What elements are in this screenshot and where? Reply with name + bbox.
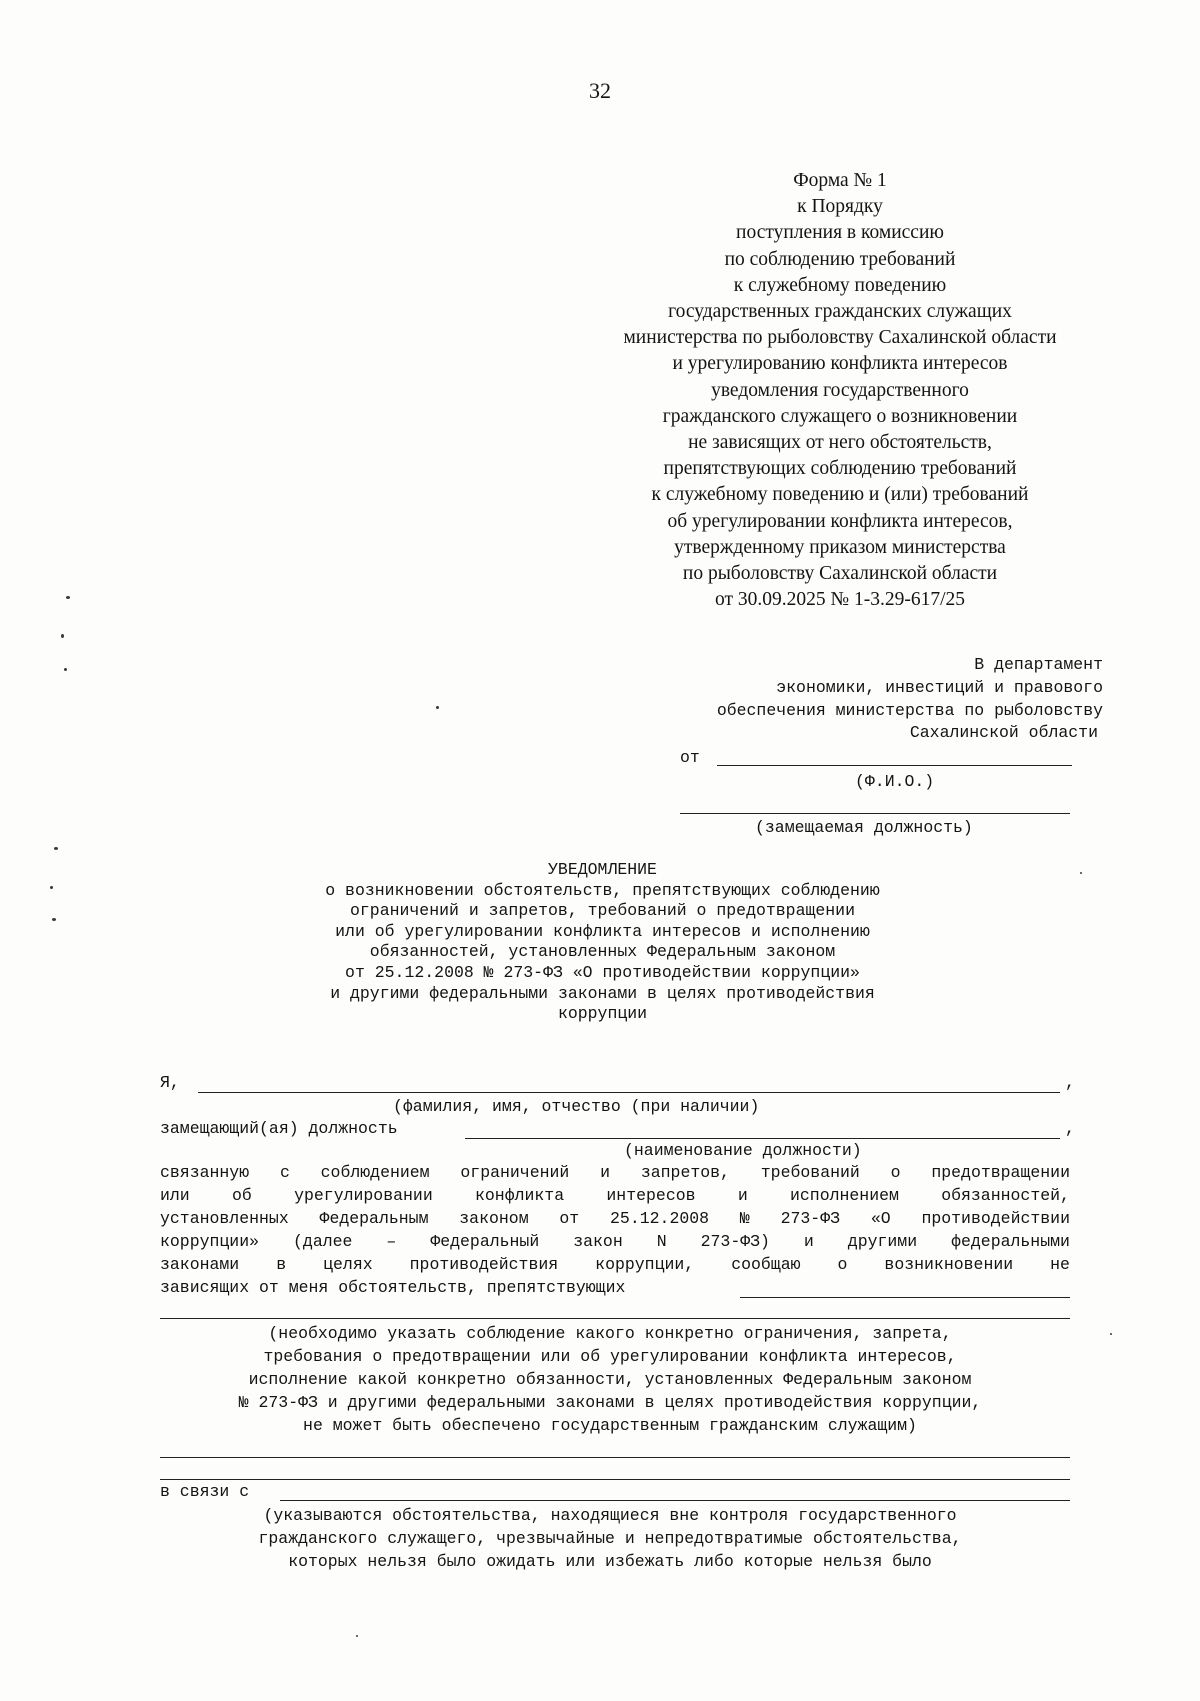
page-number: 32 [589, 78, 611, 103]
word: Федеральным [319, 1209, 429, 1228]
scan-speck [52, 918, 56, 921]
notice-subtitle-line: коррупции [557, 1004, 648, 1024]
in-connection-label: в связи с [160, 1482, 250, 1501]
form-header-line: препятствующих соблюдению требований [663, 458, 1017, 480]
word: с [279, 1163, 290, 1182]
obligation-field-line[interactable] [740, 1297, 1070, 1298]
word: 273-ФЗ) [700, 1232, 770, 1251]
scan-speck [61, 634, 64, 638]
word: запретов, [640, 1163, 730, 1182]
form-header-line: утвержденному приказом министерства [674, 536, 1006, 558]
word: интересов [606, 1186, 696, 1205]
form-header-line: по рыболовству Сахалинской области [682, 563, 998, 585]
word: противодействии [921, 1209, 1070, 1228]
position-name-caption: (наименование должности) [624, 1141, 862, 1160]
word: о [837, 1255, 848, 1274]
form-header-line: к Порядку [797, 196, 883, 218]
circumstances-caption-line: которых нельзя было ожидать или избежать либо которые нельзя было [288, 1552, 932, 1571]
word: № [739, 1209, 750, 1228]
name-field-line[interactable] [198, 1092, 1060, 1093]
word: соблюдением [320, 1163, 430, 1182]
form-header-line: к служебному поведению [733, 274, 947, 296]
form-header-line: поступления в комиссию [736, 222, 944, 244]
i-label: Я, [160, 1073, 180, 1092]
form-header-line: гражданского служащего о возникновении [662, 405, 1018, 427]
word: об [232, 1186, 252, 1205]
word: целях [323, 1255, 373, 1274]
word: 273-ФЗ [780, 1209, 841, 1228]
word: и [737, 1186, 748, 1205]
form-header-line: и урегулированию конфликта интересов [672, 353, 1008, 375]
form-header-line: Форма № 1 [793, 170, 887, 191]
word: урегулировании [294, 1186, 433, 1205]
word: и [600, 1163, 611, 1182]
scan-speck [356, 1635, 358, 1637]
word: Федеральный [430, 1232, 540, 1251]
notice-subtitle-line: от 25.12.2008 № 273-ФЗ «О противодействии коррупции» [345, 962, 860, 982]
word: коррупции» [160, 1232, 260, 1251]
word: N [656, 1232, 667, 1251]
obligation-caption-line: № 273-ФЗ и другими федеральными законами в целях противодействия коррупции, [238, 1393, 982, 1412]
scan-speck [1080, 872, 1082, 874]
word: 25.12.2008 [610, 1209, 710, 1228]
scan-speck [50, 886, 53, 889]
form-header-line: к служебному поведению и (или) требований [651, 484, 1029, 506]
paragraph-line [160, 1255, 1070, 1274]
obligation-caption-line: требования о предотвращении или об урегулировании конфликта интересов, [263, 1347, 957, 1366]
obligation-caption-line: исполнение какой конкретно обязанности, установленных Федеральным законом [248, 1370, 972, 1389]
form-header-line: по соблюдению требований [724, 248, 956, 270]
notice-subtitle-line: или об урегулировании конфликта интересов и исполнению [335, 921, 870, 941]
form-header-line: об урегулировании конфликта интересов, [667, 510, 1013, 532]
circumstances-caption-line: (указываются обстоятельства, находящиеся вне контроля государственного [263, 1506, 957, 1525]
circumstances-caption-line: гражданского служащего, чрезвычайные и непредотвратимые обстоятельства, [258, 1529, 962, 1548]
form-header-line: государственных гражданских служащих [668, 301, 1012, 323]
notice-subtitle-line: обязанностей, установленных Федеральным законом [369, 942, 836, 962]
notice-subtitle-line: и другими федеральными законами в целях противодействия [330, 983, 875, 1003]
position-caption: (замещаемая должность) [755, 818, 973, 837]
comma: , [1065, 1119, 1075, 1138]
word: требований [760, 1163, 860, 1182]
word: федеральными [951, 1232, 1070, 1251]
word: в [276, 1255, 287, 1274]
word: предотвращении [931, 1163, 1070, 1182]
word: коррупции, [595, 1255, 695, 1274]
obligation-caption-line: (необходимо указать соблюдение какого конкретно ограничения, запрета, [268, 1324, 952, 1343]
notice-subtitle-line: о возникновении обстоятельств, препятствующих соблюдению [325, 880, 880, 900]
form-header-line: уведомления государственного [711, 379, 969, 401]
paragraph-line [160, 1186, 1070, 1205]
obligation-caption-line: не может быть обеспечено государственным гражданским служащим) [303, 1416, 917, 1435]
obligation-field-line-2[interactable] [160, 1318, 1070, 1319]
paragraph-line [160, 1163, 1070, 1182]
word: или [160, 1186, 190, 1205]
word: другими [847, 1232, 918, 1251]
word: ограничений [460, 1163, 570, 1182]
word: – [386, 1232, 397, 1251]
paragraph-last-line: зависящих от меня обстоятельств, препятствующих [160, 1278, 626, 1297]
word: не [1050, 1255, 1070, 1274]
blank-field-line[interactable] [160, 1479, 1070, 1480]
addressee-line: экономики, инвестиций и правового [776, 678, 1103, 697]
word: закон [573, 1232, 623, 1251]
from-label: от [680, 748, 700, 767]
word: исполнением [790, 1186, 899, 1205]
word: «О [870, 1209, 891, 1228]
form-header [540, 168, 1140, 613]
word: от [559, 1209, 580, 1228]
name-caption: (фамилия, имя, отчество (при наличии) [393, 1097, 760, 1116]
paragraph-line [160, 1232, 1070, 1251]
position-field-line[interactable] [680, 813, 1070, 814]
word: обязанностей, [941, 1186, 1070, 1205]
word: и [803, 1232, 814, 1251]
blank-field-line[interactable] [160, 1457, 1070, 1458]
form-header-line: не зависящих от него обстоятельств, [688, 432, 992, 454]
addressee-line: обеспечения министерства по рыболовству [716, 701, 1103, 720]
word: связанную [160, 1163, 250, 1182]
addressee-line: В департамент [974, 655, 1103, 674]
word: установленных [160, 1209, 289, 1228]
scan-speck [1110, 1333, 1112, 1335]
scan-speck [436, 706, 439, 709]
notice-title-block [160, 860, 1045, 1025]
addressee-line: Сахалинской области [909, 723, 1098, 742]
paragraph-line [160, 1209, 1070, 1228]
word: законами [160, 1255, 240, 1274]
word: возникновении [884, 1255, 1014, 1274]
fio-caption: (Ф.И.О.) [855, 772, 935, 791]
form-header-line: министерства по рыболовству Сахалинской области [623, 327, 1057, 349]
position-name-field-line[interactable] [465, 1138, 1060, 1139]
circumstances-field-line[interactable] [280, 1500, 1070, 1501]
scan-speck [54, 847, 58, 850]
fio-field-line[interactable] [717, 765, 1072, 766]
word: сообщаю [731, 1255, 801, 1274]
notice-title: УВЕДОМЛЕНИЕ [548, 860, 657, 879]
comma: , [1065, 1073, 1075, 1092]
position-label: замещающий(ая) должность [160, 1119, 398, 1138]
form-header-line: от 30.09.2025 № 1-3.29-617/25 [714, 589, 966, 611]
scan-speck [64, 668, 67, 671]
scan-speck [66, 596, 70, 599]
word: законом [459, 1209, 529, 1228]
word: о [890, 1163, 901, 1182]
word: (далее [293, 1232, 353, 1251]
word: конфликта [475, 1186, 565, 1205]
word: противодействия [409, 1255, 559, 1274]
notice-subtitle-line: ограничений и запретов, требований о предотвращении [350, 901, 855, 921]
